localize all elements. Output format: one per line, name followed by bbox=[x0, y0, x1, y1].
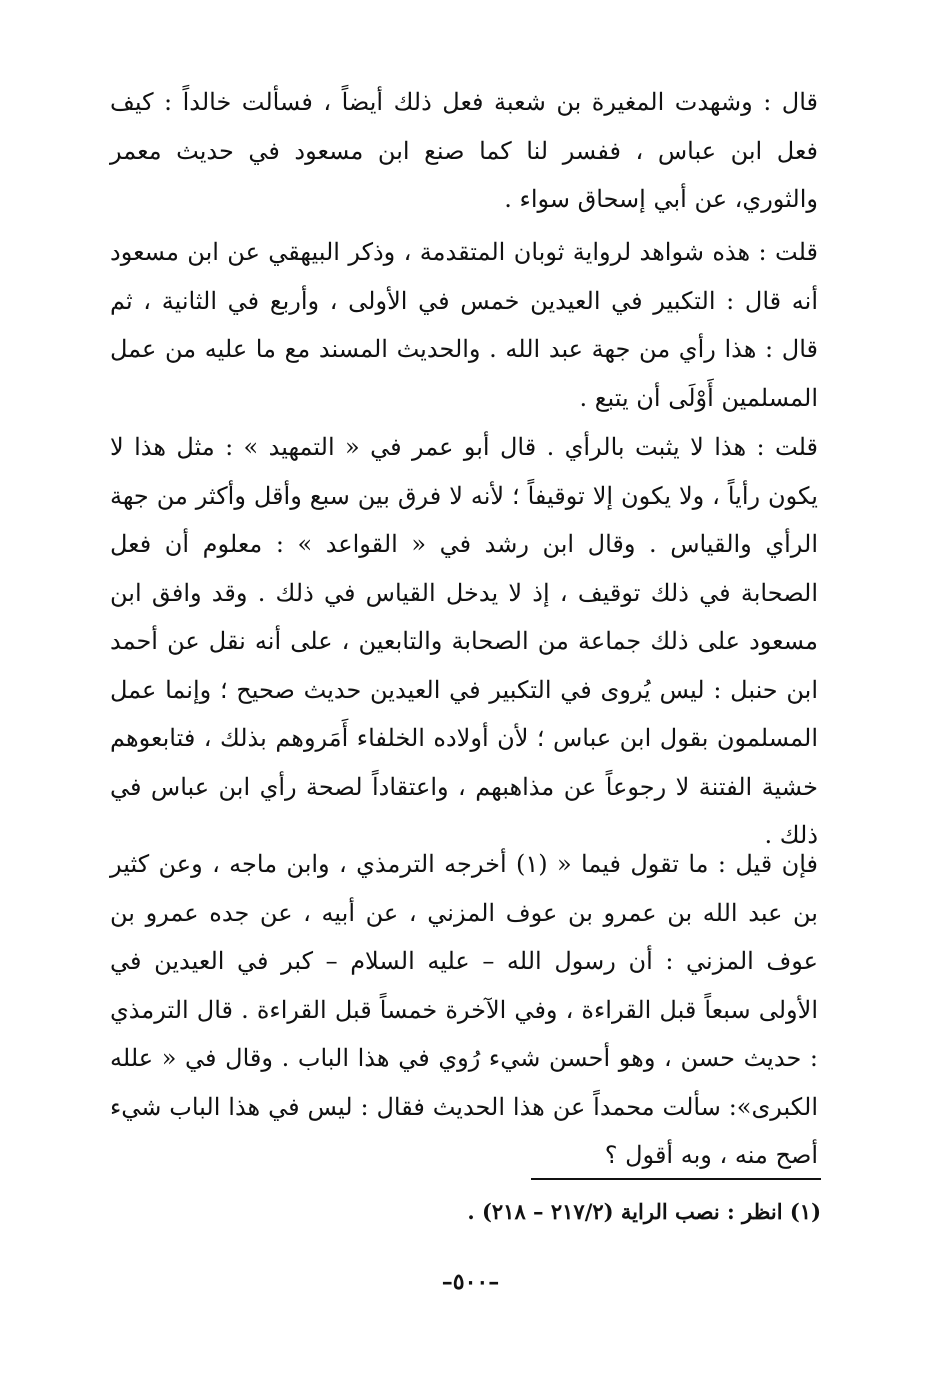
paragraph-3 bbox=[110, 423, 818, 860]
paragraph-1 bbox=[110, 78, 818, 224]
paragraph-2-text: قلت : هذه شواهد لرواية ثوبان المتقدمة ، وذكر البيهقي عن ابن مسعود أنه قال : التكبير في العيدين خمس في الأولى ، وأربع في الثانية ، ثم قال : هذا رأي من جهة عبد الله . والحديث المسند مع ما عليه من عمل المسلمين أَوْلَى أن يتبع . bbox=[110, 238, 818, 412]
paragraph-1-text: قال : وشهدت المغيرة بن شعبة فعل ذلك أيضاً ، فسألت خالداً : كيف فعل ابن عباس ، ففسر لنا كما صنع ابن مسعود في حديث معمر والثوري، عن أبي إسحاق سواء . bbox=[110, 88, 818, 213]
paragraph-4 bbox=[110, 840, 818, 1180]
page-number: –٥٠٠– bbox=[441, 1269, 500, 1295]
paragraph-2 bbox=[110, 228, 818, 422]
paragraph-3-text: قلت : هذا لا يثبت بالرأي . قال أبو عمر في « التمهيد » : مثل هذا لا يكون رأياً ، ولا يكون إلا توقيفاً ؛ لأنه لا فرق بين سبع وأقل وأكثر من جهة الرأي والقياس . وقال ابن رشد في « القواعد » : معلوم أن فعل الصحابة في ذلك توقيف ، إذ لا يدخل القياس في ذلك . وقد وافق ابن مسعود على ذلك جماعة من الصحابة والتابعين ، على أنه نقل عن أحمد ابن حنبل : ليس يُروى في التكبير في العيدين حديث صحيح ؛ وإنما عمل المسلمون بقول ابن عباس ؛ لأن أولاده الخلفاء أَمَروهم بذلك ، فتابعوهم خشية الفتنة لا رجوعاً عن مذاهبهم ، واعتقاداً لصحة رأي ابن عباس في ذلك . bbox=[110, 433, 818, 849]
paragraph-4-text: فإن قيل : ما تقول فيما « (١) أخرجه الترمذي ، وابن ماجه ، وعن كثير بن عبد الله بن عمرو بن عوف المزني ، عن أبيه ، عن جده عمرو بن عوف المزني : أن رسول الله – عليه السلام – كبر في العيدين في الأولى سبعاً قبل القراءة ، وفي الآخرة خمساً قبل القراءة . قال الترمذي : حديث حسن ، وهو أحسن شيء رُوي في هذا الباب . وقال في « علله الكبرى»: سألت محمداً عن هذا الحديث فقال : ليس في هذا الباب شيء أصح منه ، وبه أقول ؟ bbox=[110, 850, 819, 1169]
footnote: (١) انظر : نصب الراية (٢١٧/٢ – ٢١٨) . bbox=[467, 1199, 821, 1224]
footnote-divider bbox=[531, 1178, 821, 1180]
